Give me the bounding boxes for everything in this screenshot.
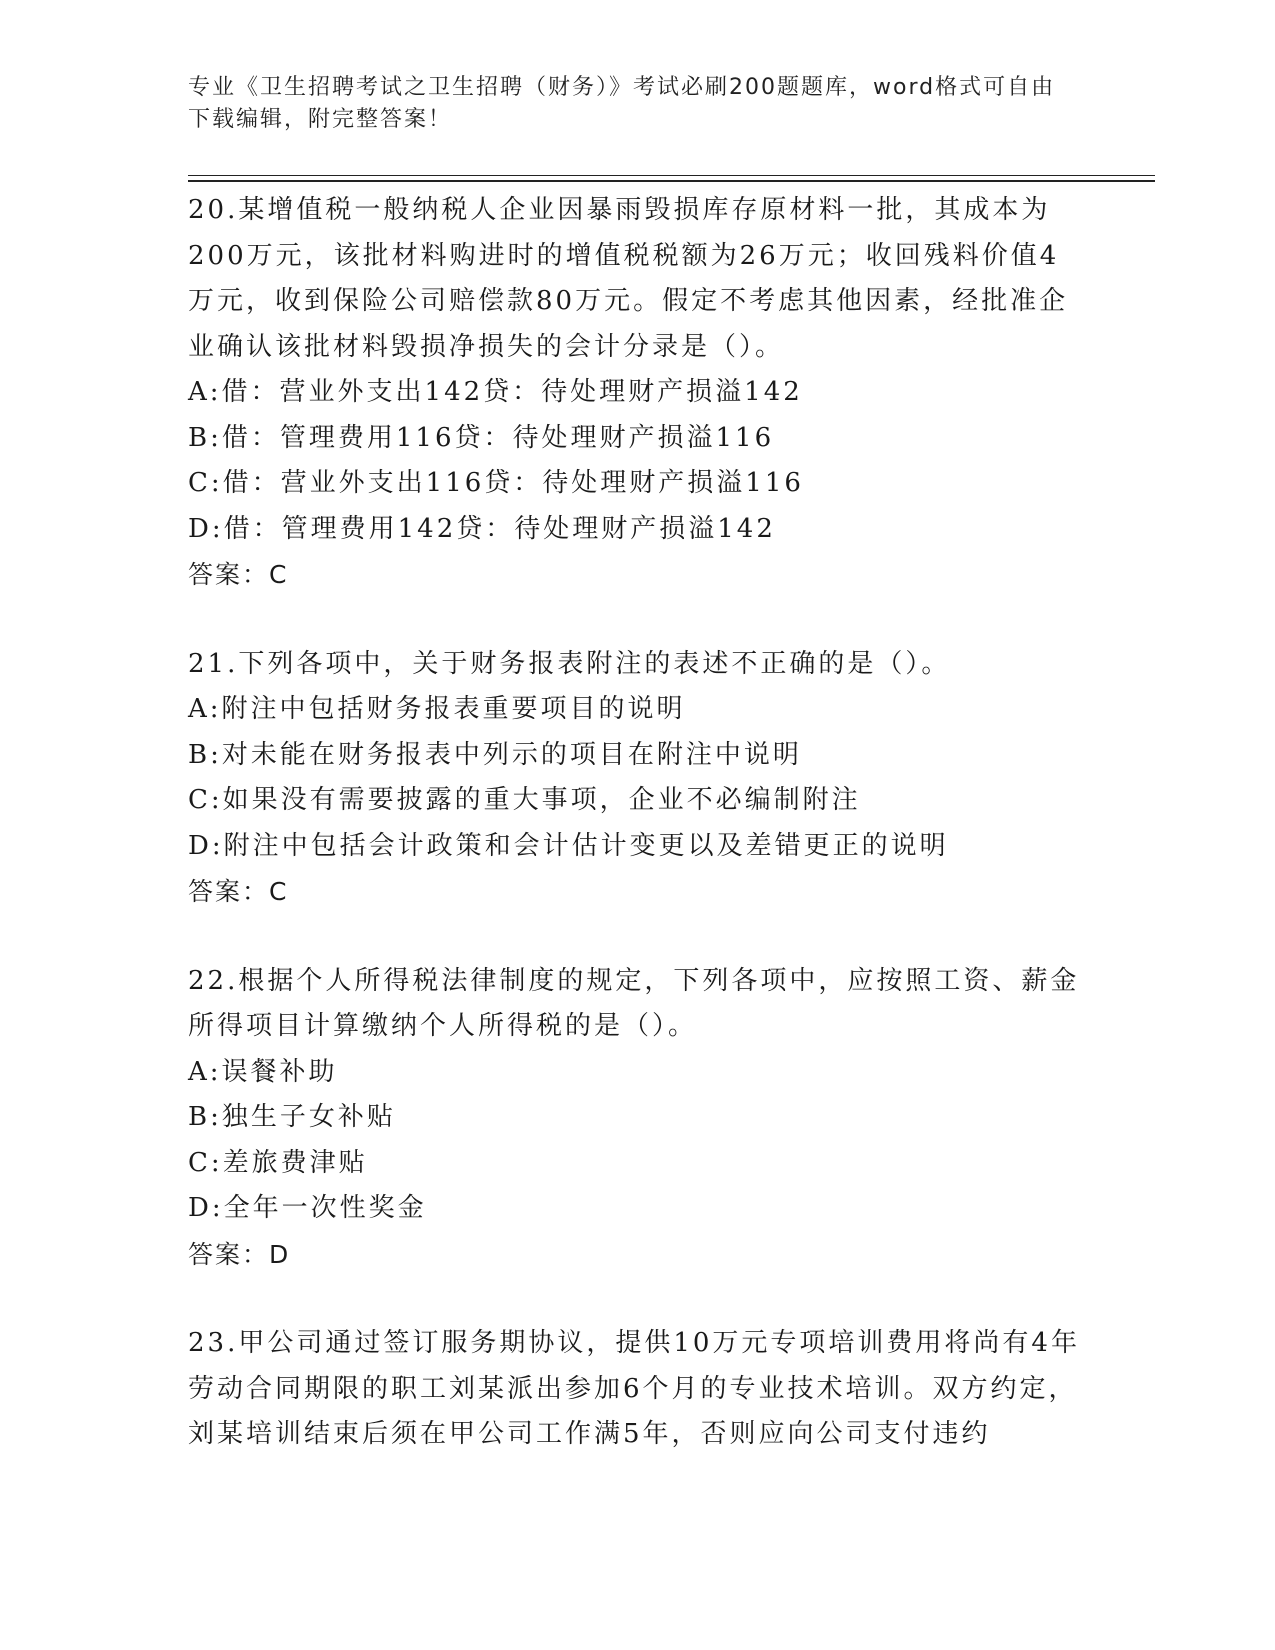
option-d: D:借：管理费用142贷：待处理财产损溢142: [188, 513, 776, 544]
option-a: A:附注中包括财务报表重要项目的说明: [188, 694, 686, 724]
question-stem: 23.甲公司通过签订服务期协议，提供10万元专项培训费用将尚有4年劳动合同期限的职工刘某派出参加6个月的专业技术培训。双方约定，刘某培训结束后须在甲公司工作满5年，否则应向公司支付违约: [188, 1328, 1080, 1449]
option-c: C:差旅费津贴: [188, 1147, 368, 1178]
option-c: C:如果没有需要披露的重大事项，企业不必编制附注: [188, 785, 861, 815]
question-23: [188, 1321, 1088, 1458]
document-header: 专业《卫生招聘考试之卫生招聘（财务）》考试必刷200题题库，word格式可自由下载编辑，附完整答案！: [188, 75, 1056, 132]
option-d: D:全年一次性奖金: [188, 1193, 427, 1223]
option-b: B:对未能在财务报表中列示的项目在附注中说明: [188, 739, 802, 770]
answer: 答案：D: [188, 1239, 291, 1269]
option-c: C:借：营业外支出116贷：待处理财产损溢116: [188, 468, 804, 498]
option-b: B:独生子女补贴: [188, 1102, 396, 1132]
question-stem: 20.某增值税一般纳税人企业因暴雨毁损库存原材料一批，其成本为200万元，该批材料购进时的增值税税额为26万元；收回残料价值4万元，收到保险公司赔偿款80万元。假定不考虑其他因素，经批准企业确认该批材料毁损净损失的会计分录是（）。: [188, 195, 1069, 362]
answer: 答案：C: [188, 560, 289, 589]
question-20: [188, 188, 1088, 598]
option-b: B:借：管理费用116贷：待处理财产损溢116: [188, 422, 775, 453]
header-divider-thick: [188, 180, 1155, 182]
header-divider-thin: [188, 175, 1155, 176]
option-d: D:附注中包括会计政策和会计估计变更以及差错更正的说明: [188, 830, 949, 861]
question-stem: 22.根据个人所得税法律制度的规定，下列各项中，应按照工资、薪金所得项目计算缴纳个人所得税的是（）。: [188, 965, 1080, 1041]
question-stem: 21.下列各项中，关于财务报表附注的表述不正确的是（）。: [188, 648, 951, 679]
question-21: [188, 642, 1088, 915]
option-a: A:误餐补助: [188, 1056, 338, 1087]
answer: 答案：C: [188, 877, 289, 906]
question-22: [188, 959, 1088, 1278]
question-list: [188, 188, 1088, 1502]
option-a: A:借：营业外支出142贷：待处理财产损溢142: [188, 377, 803, 407]
